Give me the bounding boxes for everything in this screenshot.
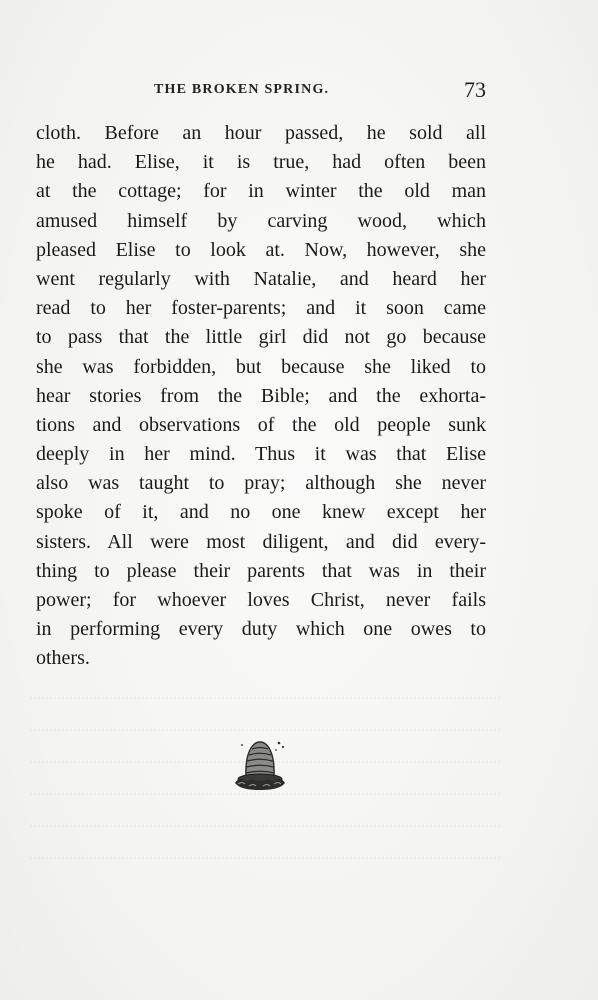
text-line: he had. Elise, it is true, had often been: [36, 151, 486, 174]
beehive-icon: [229, 736, 291, 794]
text-line: pleased Elise to look at. Now, however, she: [36, 238, 486, 261]
page-number: 73: [464, 77, 486, 102]
text-line: cloth. Before an hour passed, he sold all: [36, 122, 486, 144]
text-line: hear stories from the Bible; and the exhorta-: [36, 384, 486, 407]
text-line: spoke of it, and no one knew except her: [36, 501, 486, 524]
text-line: thing to please their parents that was in their: [36, 559, 486, 582]
text-line: sisters. All were most diligent, and did every-: [36, 530, 486, 553]
text-line: amused himself by carving wood, which: [36, 209, 486, 232]
text-line: deeply in her mind. Thus it was that Elise: [36, 443, 486, 466]
text-line: to pass that the little girl did not go because: [36, 326, 486, 349]
text-line: in performing every duty which one owes to: [36, 618, 486, 641]
text-line: she was forbidden, but because she liked to: [36, 355, 486, 378]
text-line: went regularly with Natalie, and heard her: [36, 267, 486, 290]
text-line: at the cottage; for in winter the old man: [36, 180, 486, 203]
text-line: tions and observations of the old people sunk: [36, 413, 486, 436]
text-line: read to her foster-parents; and it soon came: [36, 297, 486, 320]
text-line: others.: [36, 647, 90, 670]
body-text: [36, 119, 486, 674]
text-line: power; for whoever loves Christ, never fails: [36, 589, 486, 611]
running-head: [36, 78, 486, 104]
running-title: THE BROKEN SPRING.: [154, 82, 330, 97]
text-line: also was taught to pray; although she never: [36, 472, 486, 495]
